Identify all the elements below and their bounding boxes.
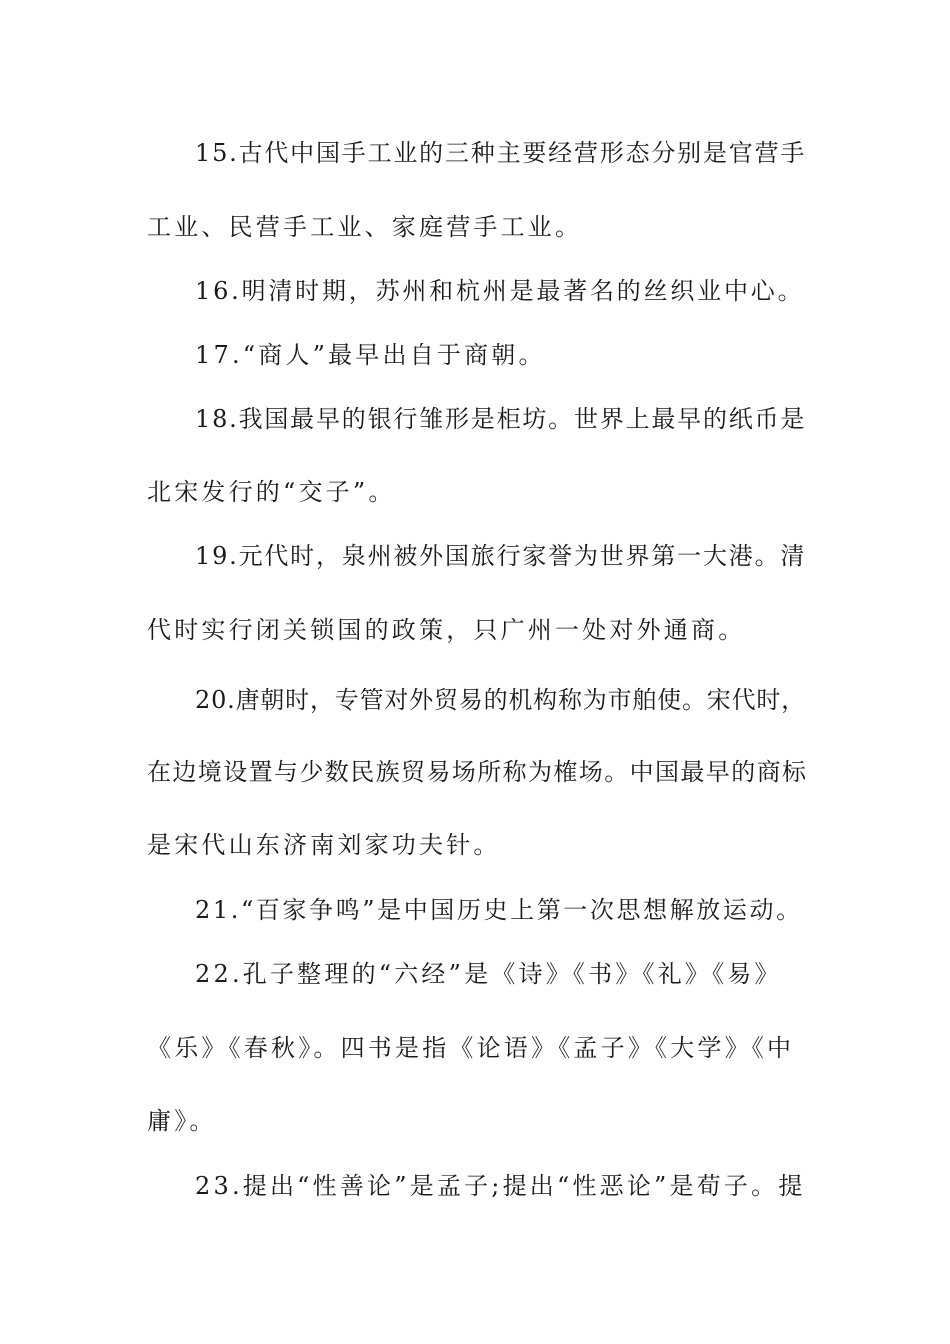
item-20-line-2: 在边境设置与少数民族贸易场所称为榷场。中国最早的商标 (147, 758, 808, 786)
item-22-line-1: 22.孔子整理的“六经”是《诗》《书》《礼》《易》 (195, 960, 782, 988)
item-19-line-1: 19.元代时，泉州被外国旅行家誉为世界第一大港。清 (195, 542, 807, 570)
item-20-line-3: 是宋代山东济南刘家功夫针。 (147, 831, 501, 859)
item-18-line-1: 18.我国最早的银行雏形是柜坊。世界上最早的纸币是 (195, 405, 807, 433)
item-15-line-2: 工业、民营手工业、家庭营手工业。 (147, 213, 583, 241)
item-20-line-1: 20.唐朝时，专管对外贸易的机构称为市舶使。宋代时， (195, 686, 806, 714)
item-22-line-2: 《乐》《春秋》。四书是指《论语》《孟子》《大学》《中 (147, 1034, 795, 1062)
item-22-line-3: 庸》。 (147, 1107, 217, 1135)
item-21-line-1: 21.“百家争鸣”是中国历史上第一次思想解放运动。 (195, 896, 803, 924)
item-16-line-1: 16.明清时期，苏州和杭州是最著名的丝织业中心。 (195, 277, 805, 305)
item-23-line-1: 23.提出“性善论”是孟子;提出“性恶论”是荀子。提 (195, 1172, 806, 1200)
item-17-line-1: 17.“商人”最早出自于商朝。 (195, 341, 546, 369)
item-19-line-2: 代时实行闭关锁国的政策，只广州一处对外通商。 (147, 616, 746, 644)
item-15-line-1: 15.古代中国手工业的三种主要经营形态分别是官营手 (195, 139, 807, 167)
item-18-line-2: 北宋发行的“交子”。 (147, 478, 396, 506)
